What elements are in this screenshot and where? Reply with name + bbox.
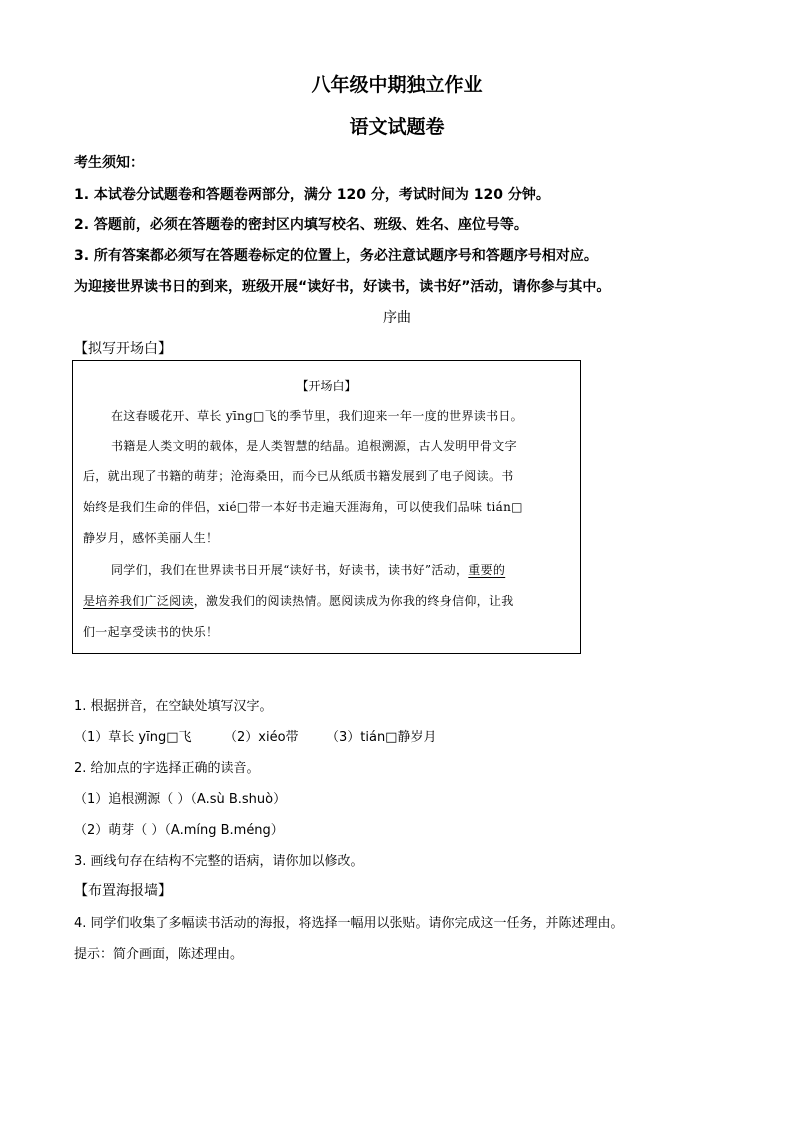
section-poster: 【布置海报墙】 [74, 883, 172, 899]
question-3: 3. 画线句存在结构不完整的语病，请你加以修改。 [74, 854, 364, 869]
question-4: 4. 同学们收集了多幅读书活动的海报，将选择一幅用以张贴。请你完成这一任务，并陈述理由。 [74, 916, 624, 931]
question-1-item: （3）tián□静岁月 [326, 730, 437, 745]
opening-line: 静岁月，感怀美丽人生！ [83, 531, 219, 545]
section-prelude: 序曲 [383, 310, 411, 326]
question-4-hint: 提示：简介画面，陈述理由。 [74, 947, 244, 962]
question-1: 1. 根据拼音，在空缺处填写汉字。 [74, 699, 273, 714]
opening-line-text: 同学们，我们在世界读书日开展“读好书，好读书，读书好”活动， [111, 563, 469, 577]
question-2-item: （2）萌芽（ ）（A.míng B.méng） [74, 823, 284, 838]
opening-line: 们一起享受读书的快乐！ [83, 625, 219, 639]
comma: ， [193, 594, 207, 608]
opening-remarks-box [72, 360, 581, 654]
opening-line: 在这春暖花开、草长 yīng□飞的季节里，我们迎来一年一度的世界读书日。 [111, 409, 523, 423]
activity-intro: 为迎接世界读书日的到来，班级开展“读好书，好读书，读书好”活动，请你参与其中。 [74, 279, 611, 295]
notice-item-3: 3. 所有答案都必须写在答题卷标定的位置上，务必注意试题序号和答题序号相对应。 [74, 248, 598, 264]
notice-heading: 考生须知： [74, 155, 144, 171]
opening-line: 始终是我们生命的伴侣，xié□带一本好书走遍天涯海角，可以使我们品味 tián□ [83, 500, 523, 514]
question-1-item: （2）xiéo带 [224, 730, 299, 745]
notice-item-1: 1. 本试卷分试题卷和答题卷两部分，满分 120 分，考试时间为 120 分钟。 [74, 187, 550, 203]
question-2: 2. 给加点的字选择正确的读音。 [74, 761, 260, 776]
page-subtitle: 语文试题卷 [349, 116, 445, 138]
page-title: 八年级中期独立作业 [311, 74, 483, 96]
opening-line: 书籍是人类文明的载体，是人类智慧的结晶。追根溯源，古人发明甲骨文字 [111, 439, 517, 453]
opening-line-text: 激发我们的阅读热情。愿阅读成为你我的终身信仰，让我 [206, 594, 514, 608]
underlined-sentence-part: 重要的 [468, 563, 506, 577]
opening-line [111, 561, 505, 578]
notice-item-2: 2. 答题前，必须在答题卷的密封区内填写校名、班级、姓名、座位号等。 [74, 217, 528, 233]
opening-box-heading: 【开场白】 [296, 379, 357, 393]
section-opening: 【拟写开场白】 [74, 341, 172, 357]
opening-line [83, 592, 514, 609]
question-2-item: （1）追根溯源（ ）（A.sù B.shuò） [74, 792, 287, 807]
underlined-sentence-part: 是培养我们广泛阅读 [83, 594, 194, 608]
opening-line: 后，就出现了书籍的萌芽；沧海桑田，而今已从纸质书籍发展到了电子阅读。书 [83, 469, 514, 483]
question-1-item: （1）草长 yīng□飞 [74, 730, 192, 745]
